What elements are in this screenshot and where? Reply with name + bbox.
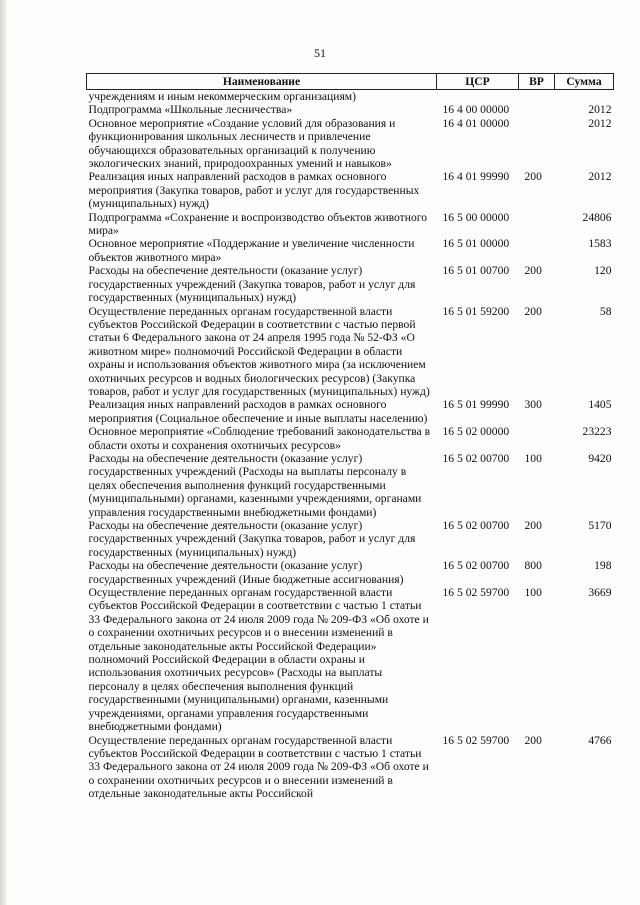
table-row xyxy=(87,425,614,452)
cell-vr: 100 xyxy=(524,586,542,600)
cell-vr: 800 xyxy=(524,559,542,573)
cell-vr xyxy=(519,90,555,104)
cell-sum: 1583 xyxy=(588,237,612,251)
cell-name: Осуществление переданных органам государственной власти субъектов Российской Федерации в соответствии с частью 1 статьи 33 Федерального закона от 24 июля 2009 года № 209-ФЗ «Об охоте и о сохранении охотничьих ресурсов и о внесении изменений в отдельные законодательные акты Российской Федерации» полномочий Российской Федерации в области охраны и использования охотничьих ресурсов» (Расходы на выплаты персоналу в целях обеспечения выполнения функций государственными (муниципальными) органами, казенными учреждениями, органами управления государственными внебюджетными фондами) xyxy=(88,586,429,734)
cell-csr: 16 4 01 99990 xyxy=(442,170,510,184)
cell-name: Основное мероприятие «Создание условий для образования и функционирования школьных лесничеств и привлечение обучающихся образовательных организаций к получению экологических знаний, природоохранных умений и навыков» xyxy=(88,116,396,171)
cell-vr: 200 xyxy=(524,733,542,747)
scan-edge xyxy=(0,0,7,905)
cell-csr: 16 5 01 99990 xyxy=(442,398,510,412)
cell-vr xyxy=(519,237,555,264)
cell-vr: 100 xyxy=(524,451,542,465)
table-row xyxy=(87,264,614,304)
page-number: 51 xyxy=(314,46,326,60)
table-body xyxy=(87,90,614,801)
table-row xyxy=(87,559,614,586)
table-row xyxy=(87,237,614,264)
budget-table xyxy=(86,73,614,801)
cell-sum: 5170 xyxy=(588,519,612,532)
cell-name: учреждениям и иным некоммерческим организациям) xyxy=(88,90,356,103)
cell-vr xyxy=(519,103,555,116)
cell-csr: 16 4 01 00000 xyxy=(442,116,510,130)
cell-vr: 200 xyxy=(524,170,542,184)
cell-csr: 16 5 02 00700 xyxy=(442,519,510,532)
table-row xyxy=(87,170,614,210)
header-name: Наименование xyxy=(87,74,437,90)
table-header-row xyxy=(87,74,614,90)
cell-sum xyxy=(555,90,614,104)
header-sum: Сумма xyxy=(555,74,614,90)
cell-csr: 16 5 02 59700 xyxy=(442,733,510,747)
cell-vr xyxy=(519,117,555,171)
cell-name: Осуществление переданных органам государственной власти субъектов Российской Федерации в соответствии с частью 1 статьи 33 Федерального закона от 24 июля 2009 года № 209-ФЗ «Об охоте и о сохранении охотничьих ресурсов и о внесении изменений в отдельные законодательные акты Российской xyxy=(88,733,429,801)
cell-vr: 300 xyxy=(524,398,542,412)
cell-vr: 200 xyxy=(524,264,542,278)
cell-sum: 24806 xyxy=(582,210,612,224)
cell-name: Реализация иных направлений расходов в рамках основного мероприятия (Социальное обеспечение и иные выплаты населению) xyxy=(88,398,428,425)
cell-sum: 9420 xyxy=(588,451,612,465)
table-row xyxy=(87,398,614,425)
cell-csr: 16 5 01 00000 xyxy=(442,237,510,251)
cell-sum: 58 xyxy=(599,304,612,318)
table-row xyxy=(87,519,614,559)
cell-csr: 16 5 01 59200 xyxy=(442,304,510,318)
cell-name: Подпрограмма «Сохранение и воспроизводство объектов животного мира» xyxy=(88,210,428,238)
cell-vr: 200 xyxy=(524,519,542,532)
cell-sum: 198 xyxy=(594,559,612,573)
cell-csr xyxy=(437,90,519,104)
cell-vr xyxy=(519,425,555,452)
table-row xyxy=(87,452,614,519)
table-row xyxy=(87,586,614,733)
table-row xyxy=(87,117,614,171)
cell-csr: 16 5 00 00000 xyxy=(442,210,510,224)
cell-name: Расходы на обеспечение деятельности (оказание услуг) государственных учреждений (Иные бюджетные ассигнования) xyxy=(88,559,404,586)
cell-vr xyxy=(519,211,555,238)
cell-sum: 2012 xyxy=(588,116,612,130)
cell-name: Расходы на обеспечение деятельности (оказание услуг) государственных учреждений (Закупка товаров, работ и услуг для государственных (муниципальных) нужд) xyxy=(88,264,416,305)
cell-vr: 200 xyxy=(524,304,542,318)
cell-name: Основное мероприятие «Поддержание и увеличение численности объектов животного мира» xyxy=(88,237,415,264)
table-row xyxy=(87,90,614,104)
cell-csr: 16 5 02 59700 xyxy=(442,586,510,600)
cell-sum: 120 xyxy=(594,264,612,278)
cell-sum: 2012 xyxy=(588,170,612,184)
cell-name: Осуществление переданных органам государственной власти субъектов Российской Федерации в соответствии с частью первой статьи 6 Федерального закона от 24 апреля 1995 года № 52-ФЗ «О животном мире» полномочий Российской Федерации в области охраны и использования объектов животного мира (за исключением охотничьих ресурсов и водных биологических ресурсов) (Закупка товаров, работ и услуг для государственных (муниципальных) нужд) xyxy=(88,304,430,398)
header-csr: ЦСР xyxy=(437,74,519,90)
cell-sum: 1405 xyxy=(588,398,612,412)
table-row xyxy=(87,734,614,801)
header-vr: ВР xyxy=(519,74,555,90)
cell-name: Расходы на обеспечение деятельности (оказание услуг) государственных учреждений (Закупка товаров, работ и услуг для государственных (муниципальных) нужд) xyxy=(88,519,416,559)
table-row xyxy=(87,103,614,116)
cell-csr: 16 5 02 00000 xyxy=(442,425,510,439)
cell-name: Основное мероприятие «Соблюдение требований законодательства в области охоты и сохранения охотничьих ресурсов» xyxy=(88,425,431,452)
cell-sum: 4766 xyxy=(588,733,612,747)
table-row xyxy=(87,305,614,399)
cell-name: Подпрограмма «Школьные лесничества» xyxy=(88,103,293,117)
cell-name: Расходы на обеспечение деятельности (оказание услуг) государственных учреждений (Расходы на выплаты персоналу в целях обеспечения выполнения функций государственными (муниципальными) органами, казенными учреждениями, органами управления государственными внебюджетными фондами) xyxy=(88,451,422,519)
cell-csr: 16 4 00 00000 xyxy=(442,103,510,117)
cell-sum: 3669 xyxy=(588,586,612,600)
table-row xyxy=(87,211,614,238)
cell-sum: 23223 xyxy=(582,425,612,439)
cell-csr: 16 5 02 00700 xyxy=(442,559,510,573)
cell-csr: 16 5 01 00700 xyxy=(442,264,510,278)
cell-name: Реализация иных направлений расходов в рамках основного мероприятия (Закупка товаров, работ и услуг для государственных (муниципальных) нужд) xyxy=(88,170,420,211)
cell-sum: 2012 xyxy=(588,103,612,117)
cell-csr: 16 5 02 00700 xyxy=(442,451,510,465)
